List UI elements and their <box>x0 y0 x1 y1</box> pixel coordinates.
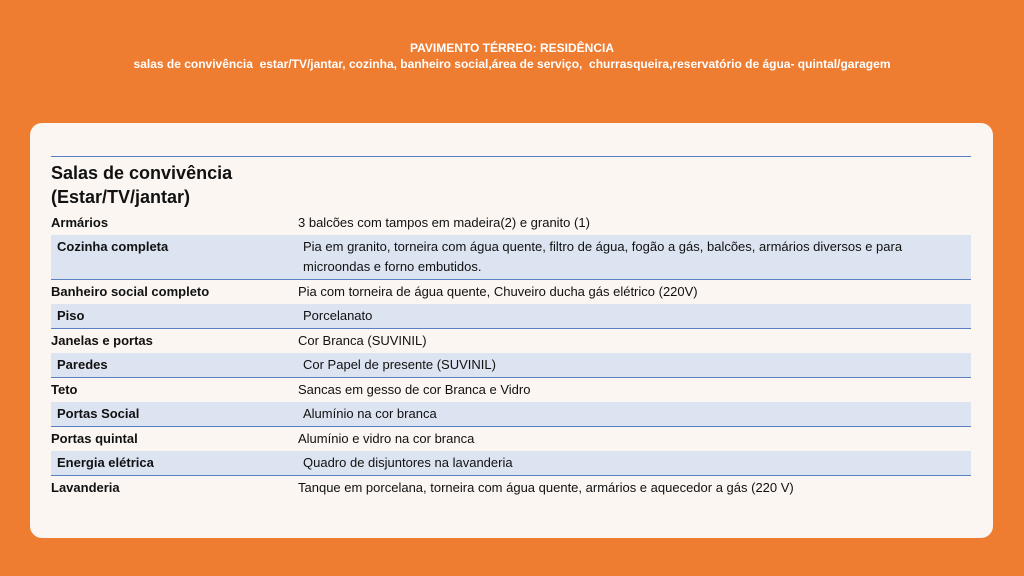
row-value: Sancas em gesso de cor Branca e Vidro <box>298 382 531 397</box>
row-label: Lavanderia <box>51 480 120 495</box>
row-value: Cor Papel de presente (SUVINIL) <box>303 357 496 372</box>
table-row-janelas <box>51 329 971 353</box>
table-row-portas-social <box>51 402 971 427</box>
section-title-line2: (Estar/TV/jantar) <box>51 187 191 207</box>
row-label: Piso <box>57 308 85 323</box>
row-label: Portas Social <box>57 406 140 421</box>
row-value: Alumínio e vidro na cor branca <box>298 431 475 446</box>
table-row-energia <box>51 451 971 476</box>
section-title-line1: Salas de convivência <box>51 163 233 183</box>
row-label: Teto <box>51 382 78 397</box>
slide-subtitle: salas de convivência estar/TV/jantar, cozinha, banheiro social,área de serviço, churrasqueira,reservatório de água- quintal/garagem <box>133 57 891 71</box>
table-row-banheiro <box>51 280 971 304</box>
table-row-teto <box>51 378 971 402</box>
row-label: Energia elétrica <box>57 455 154 470</box>
table-row-piso <box>51 304 971 329</box>
table-row-portas-quintal <box>51 427 971 451</box>
table-row-cozinha <box>51 235 971 280</box>
row-value: Pia com torneira de água quente, Chuveiro ducha gás elétrico (220V) <box>298 284 698 299</box>
row-value: Alumínio na cor branca <box>303 406 437 421</box>
row-label: Armários <box>51 215 109 230</box>
slide-header <box>0 40 1024 72</box>
row-label: Janelas e portas <box>51 333 153 348</box>
row-label: Cozinha completa <box>57 239 169 254</box>
content-card <box>30 123 993 538</box>
table-row-paredes <box>51 353 971 378</box>
slide-title: PAVIMENTO TÉRREO: RESIDÊNCIA <box>409 41 615 55</box>
table-row-lavanderia <box>51 476 971 500</box>
section-title <box>51 157 971 211</box>
row-value: Porcelanato <box>303 308 373 323</box>
row-label: Paredes <box>57 357 108 372</box>
row-label: Portas quintal <box>51 431 138 446</box>
row-value: Quadro de disjuntores na lavanderia <box>303 455 513 470</box>
row-value: 3 balcões com tampos em madeira(2) e granito (1) <box>298 215 590 230</box>
row-value: Pia em granito, torneira com água quente, filtro de água, fogão a gás, balcões, armários diversos e para microondas e forno embutidos. <box>303 239 903 274</box>
specs-table <box>51 156 971 500</box>
row-value: Cor Branca (SUVINIL) <box>298 333 427 348</box>
table-row-armarios <box>51 211 971 235</box>
row-label: Banheiro social completo <box>51 284 210 299</box>
row-value: Tanque em porcelana, torneira com água quente, armários e aquecedor a gás (220 V) <box>298 480 794 495</box>
